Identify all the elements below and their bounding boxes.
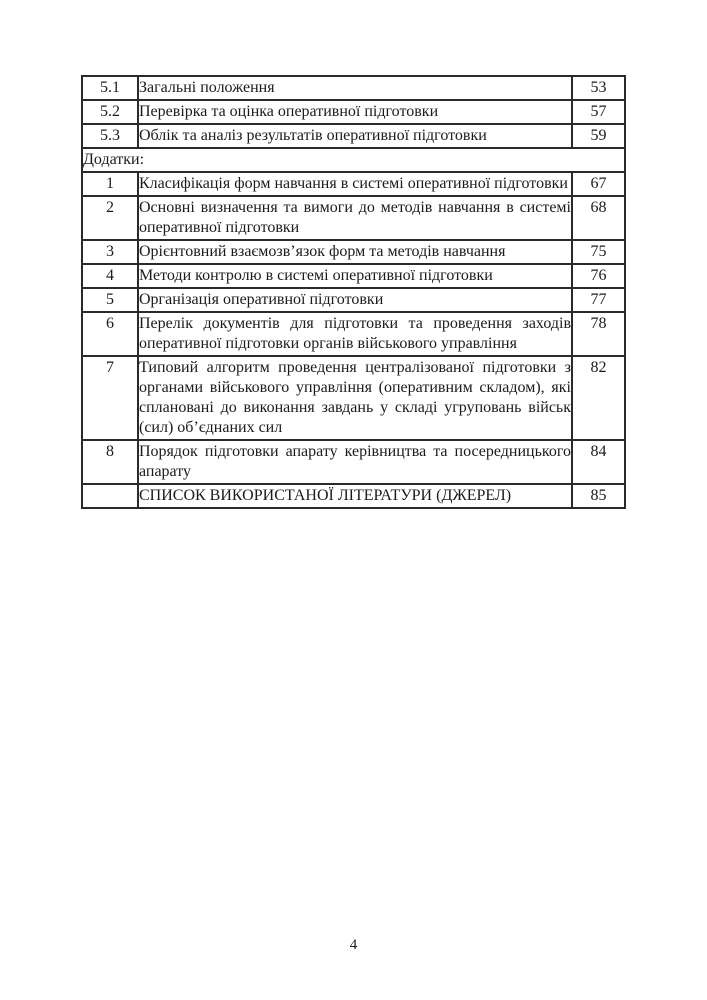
toc-row-title: Загальні положення: [138, 76, 572, 100]
toc-row-title: Порядок підготовки апарату керівництва та посередницького апарату: [138, 440, 572, 484]
toc-row-page: 78: [572, 312, 625, 356]
toc-row-page: 67: [572, 172, 625, 196]
toc-row-number: 5: [82, 288, 138, 312]
toc-row-title: СПИСОК ВИКОРИСТАНОЇ ЛІТЕРАТУРИ (ДЖЕРЕЛ): [138, 484, 572, 508]
page-number: 4: [349, 937, 358, 953]
toc-row-title: Методи контролю в системі оперативної підготовки: [138, 264, 572, 288]
toc-row-number: 2: [82, 196, 138, 240]
toc-row-title: Організація оперативної підготовки: [138, 288, 572, 312]
toc-row-number: 8: [82, 440, 138, 484]
toc-row: [82, 440, 625, 484]
toc-row: [82, 100, 625, 124]
toc-row: [82, 484, 625, 508]
toc-row-number: 4: [82, 264, 138, 288]
toc-row-number: 1: [82, 172, 138, 196]
toc-row: [82, 196, 625, 240]
toc-row: [82, 148, 625, 172]
toc-row-number: 5.2: [82, 100, 138, 124]
toc-row: [82, 312, 625, 356]
toc-row-page: 82: [572, 356, 625, 440]
toc-row-number: 5.1: [82, 76, 138, 100]
toc-row-page: 68: [572, 196, 625, 240]
toc-row-title: Основні визначення та вимоги до методів навчання в системі оперативної підготовки: [138, 196, 572, 240]
toc-row-number: 7: [82, 356, 138, 440]
toc-section-label: Додатки:: [82, 148, 625, 172]
toc-body: [82, 76, 625, 508]
toc-row-number: 6: [82, 312, 138, 356]
toc-row: [82, 76, 625, 100]
toc-row: [82, 356, 625, 440]
toc-row-number: 5.3: [82, 124, 138, 148]
toc-row-page: 59: [572, 124, 625, 148]
toc-row-page: 85: [572, 484, 625, 508]
toc-row-title: Перелік документів для підготовки та проведення заходів оперативної підготовки органів військового управління: [138, 312, 572, 356]
toc-row: [82, 124, 625, 148]
toc-row-title: Орієнтовний взаємозв’язок форм та методів навчання: [138, 240, 572, 264]
toc-row-number: [82, 484, 138, 508]
toc-row-page: 53: [572, 76, 625, 100]
toc-row-page: 75: [572, 240, 625, 264]
toc-row: [82, 264, 625, 288]
toc-row-page: 77: [572, 288, 625, 312]
toc-row-title: Класифікація форм навчання в системі оперативної підготовки: [138, 172, 572, 196]
toc-row-number: 3: [82, 240, 138, 264]
toc-row-page: 76: [572, 264, 625, 288]
toc-row-page: 84: [572, 440, 625, 484]
toc-row-title: Облік та аналіз результатів оперативної підготовки: [138, 124, 572, 148]
toc-row: [82, 240, 625, 264]
toc-table: [81, 75, 626, 509]
toc-row-title: Перевірка та оцінка оперативної підготовки: [138, 100, 572, 124]
toc-row-title: Типовий алгоритм проведення централізованої підготовки з органами військового управління (оперативним складом), які сплановані до виконання завдань у складі угруповань військ (сил) об’єднаних сил: [138, 356, 572, 440]
toc-row-page: 57: [572, 100, 625, 124]
toc-row: [82, 288, 625, 312]
toc-row: [82, 172, 625, 196]
